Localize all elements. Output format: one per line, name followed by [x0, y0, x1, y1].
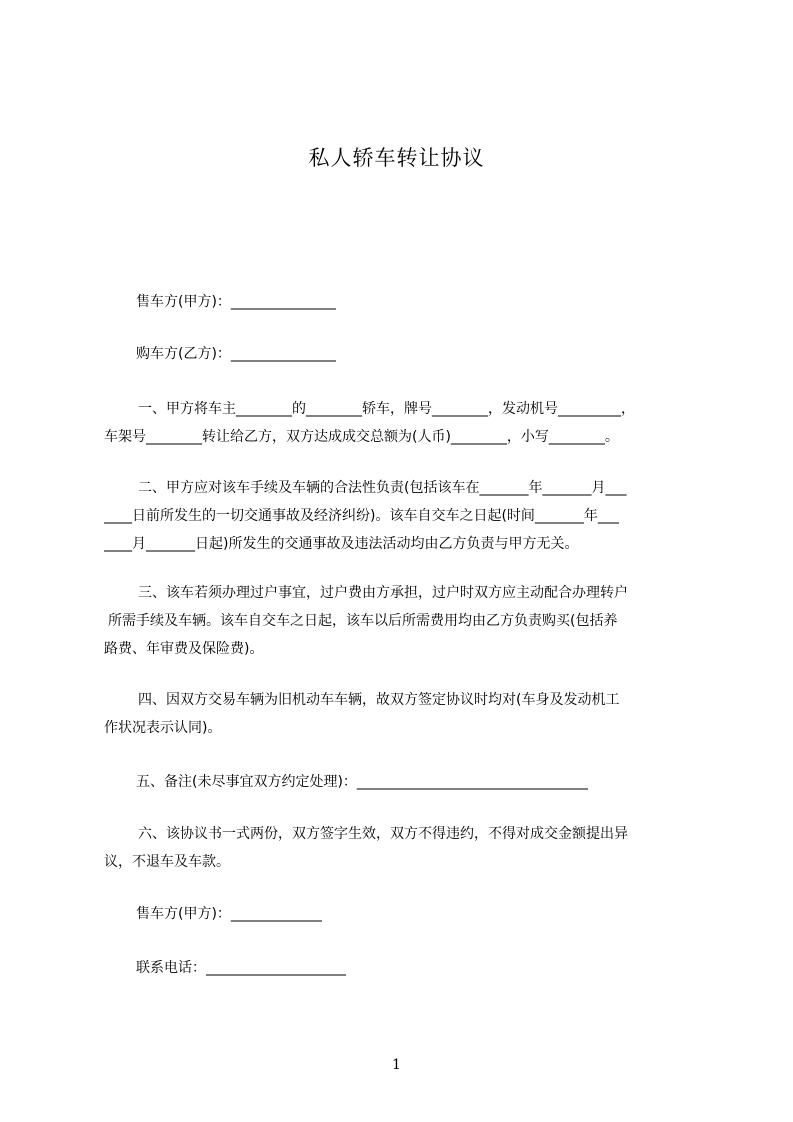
buyer-line-text: 购车方(乙方)：_______________ [136, 346, 336, 362]
seller-line [136, 288, 736, 316]
clause-4-line-2: 作状况表示认同)。 [104, 720, 222, 736]
clause-6 [104, 820, 704, 876]
clause-1 [104, 395, 704, 451]
clause-6-line-2: 议，不退车及车款。 [104, 854, 230, 870]
document-title: 私人轿车转让协议 [308, 146, 485, 170]
clause-5 [136, 768, 736, 796]
clause-3-line-2: 所需手续及车辆。该车自交车之日起，该车以后所需费用均由乙方负责购买(包括养 [108, 613, 618, 629]
clause-3 [104, 579, 704, 663]
seller-line-text: 售车方(甲方)：_______________ [136, 294, 336, 310]
seller-sign-line-text: 售车方(甲方)：_____________ [136, 906, 322, 922]
clause-3-line-3: 路费、年审费及保险费)。 [104, 641, 264, 657]
clause-6-line-1: 六、该协议书一式两份，双方签字生效，双方不得违约，不得对成交金额提出异 [138, 826, 628, 842]
clause-1-line-2: 车架号________转让给乙方，双方达成成交总额为(人币)________，小写________。 [104, 429, 619, 445]
buyer-line [136, 340, 736, 368]
clause-2-line-3: ____月_______日起)所发生的交通事故及违法活动均由乙方负责与甲方无关。 [104, 536, 579, 552]
phone-line [136, 954, 736, 982]
clause-4 [104, 686, 704, 742]
seller-sign-line [136, 900, 736, 928]
clause-1-line-1: 一、甲方将车主________的________轿车，牌号________，发动机号_________， [138, 401, 635, 417]
clause-2 [104, 474, 704, 558]
clause-3-line-1: 三、该车若须办理过户事宜，过户费由方承担，过户时双方应主动配合办理转户 [138, 585, 628, 601]
clause-4-line-1: 四、因双方交易车辆为旧机动车车辆，故双方签定协议时均对(车身及发动机工 [138, 692, 620, 708]
clause-5-text: 五、备注(未尽事宜双方约定处理)：_________________________________ [136, 774, 588, 790]
page-number: 1 [392, 1057, 401, 1073]
phone-line-text: 联系电话：____________________ [136, 960, 346, 976]
clause-2-line-2: ____日前所发生的一切交通事故及经济纠纷)。该车自交车之日起(时间_______年___ [104, 508, 619, 524]
clause-2-line-1: 二、甲方应对该车手续及车辆的合法性负责(包括该车在_______年_______月___ [138, 480, 627, 496]
